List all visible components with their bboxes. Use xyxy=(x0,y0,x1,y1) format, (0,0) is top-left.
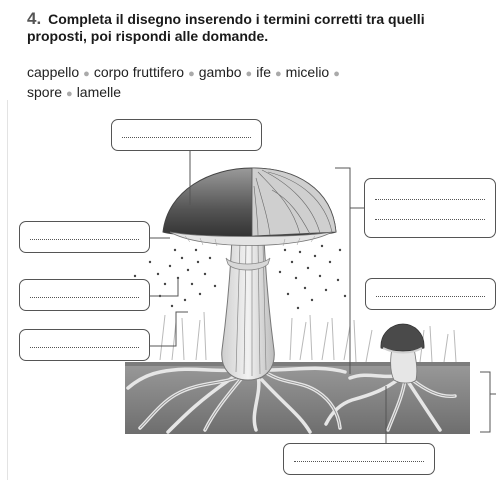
bullet-separator: ● xyxy=(333,68,340,80)
answer-box-left-3[interactable] xyxy=(19,329,150,361)
exercise-instruction: Completa il disegno inserendo i termini corretti tra quelli proposti, poi rispondi alle domande. xyxy=(27,11,425,44)
word-bank-item: lamelle xyxy=(76,84,122,100)
word-bank-item: micelio xyxy=(285,64,330,80)
bullet-separator: ● xyxy=(245,68,253,80)
mushroom-stem xyxy=(222,238,275,380)
word-bank-item: ife xyxy=(256,64,271,80)
answer-box-left-2[interactable] xyxy=(19,279,150,311)
word-bank-item: cappello xyxy=(27,64,80,80)
small-mushroom-cap xyxy=(381,324,424,351)
word-bank-item: corpo fruttifero xyxy=(93,64,185,80)
word-bank-item: spore xyxy=(27,84,63,100)
bullet-separator: ● xyxy=(188,68,195,80)
exercise-number: 4. xyxy=(27,9,42,28)
bullet-separator: ● xyxy=(83,68,90,80)
bullet-separator: ● xyxy=(275,68,282,80)
word-bank-item: gambo xyxy=(198,64,242,80)
answer-box-top[interactable] xyxy=(111,119,262,151)
answer-box-bottom[interactable] xyxy=(283,443,435,475)
answer-box-right-2[interactable] xyxy=(365,278,496,310)
answer-box-right-1[interactable] xyxy=(364,178,496,238)
answer-box-left-1[interactable] xyxy=(19,221,150,253)
bullet-separator: ● xyxy=(66,88,73,100)
